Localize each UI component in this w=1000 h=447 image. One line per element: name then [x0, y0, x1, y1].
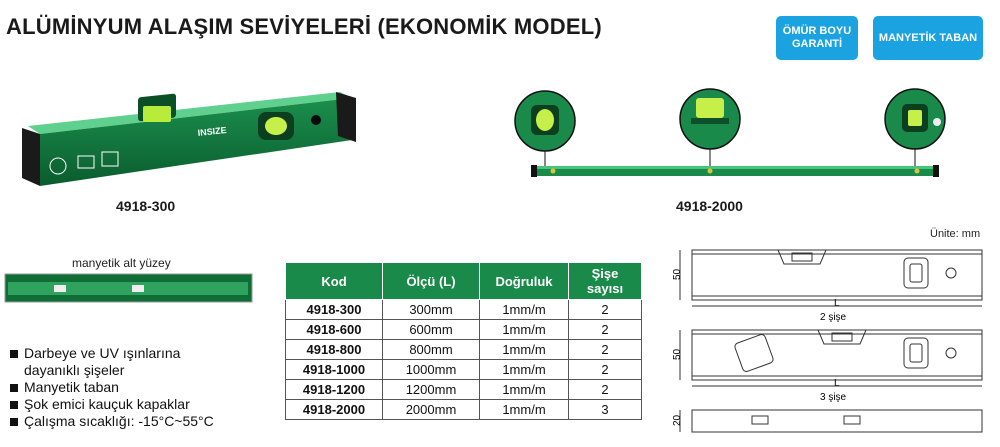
bullet-icon: [10, 401, 18, 409]
features-list: [10, 345, 214, 430]
dim-l-a: L: [834, 298, 840, 309]
cell-sise: 2: [569, 320, 642, 340]
cell-sise: 3: [569, 400, 642, 420]
bullet-icon: [10, 418, 18, 426]
cell-dogruluk: 1mm/m: [480, 360, 569, 380]
dim-50-b: 50: [672, 348, 683, 360]
warranty-badge-text: ÖMÜR BOYU GARANTİ: [782, 25, 852, 50]
zoom-right-vial: [885, 89, 945, 149]
zoom-center-vial: [680, 89, 740, 149]
magnetic-bottom-caption: manyetik alt yüzey: [72, 256, 171, 270]
cell-kod: 4918-2000: [286, 400, 383, 420]
cell-dogruluk: 1mm/m: [480, 320, 569, 340]
header-dogruluk: Doğruluk: [480, 263, 569, 300]
bullet-icon: [10, 350, 18, 358]
cell-dogruluk: 1mm/m: [480, 380, 569, 400]
table-row: [286, 400, 642, 420]
vial-count-2: 2 şişe: [820, 312, 847, 323]
list-item: Çalışma sıcaklığı: -15°C~55°C: [10, 413, 214, 430]
magnetic-base-badge: [873, 16, 983, 60]
cell-olcu: 2000mm: [383, 400, 480, 420]
magnetic-bottom-image: [2, 271, 256, 307]
list-item: Darbeye ve UV ışınlarına: [10, 345, 214, 362]
dim-50-a: 50: [672, 268, 683, 280]
cell-kod: 4918-800: [286, 340, 383, 360]
cell-dogruluk: 1mm/m: [480, 400, 569, 420]
magnetic-badge-text: MANYETİK TABAN: [878, 31, 978, 44]
header-olcu: Ölçü (L): [383, 263, 480, 300]
product-code-4918-2000: 4918-2000: [676, 198, 743, 214]
technical-drawings: [668, 240, 994, 447]
cell-sise: 2: [569, 300, 642, 320]
unit-note: Ünite: mm: [930, 228, 981, 240]
list-item: Manyetik taban: [10, 379, 214, 396]
cell-olcu: 800mm: [383, 340, 480, 360]
product-code-4918-300: 4918-300: [116, 198, 176, 214]
dim-l-b: L: [834, 378, 840, 389]
list-item: Şok emici kauçuk kapaklar: [10, 396, 214, 413]
brand-logo-text: INSIZE: [197, 125, 228, 138]
page-title: ALÜMİNYUM ALAŞIM SEVİYELERİ (EKONOMİK MODEL): [6, 14, 602, 39]
level-4918-300-image: [18, 84, 358, 194]
cell-sise: 2: [569, 340, 642, 360]
table-row: [286, 340, 642, 360]
list-item-continuation: dayanıklı şişeler: [24, 362, 125, 378]
cell-olcu: 300mm: [383, 300, 480, 320]
header-sise-sayisi: Şişe sayısı: [569, 263, 642, 300]
table-row: [286, 300, 642, 320]
cell-olcu: 600mm: [383, 320, 480, 340]
table-row: [286, 320, 642, 340]
cell-sise: 2: [569, 380, 642, 400]
vial-count-3: 3 şişe: [820, 392, 847, 403]
table-row: [286, 380, 642, 400]
bullet-icon: [10, 384, 18, 392]
cell-olcu: 1200mm: [383, 380, 480, 400]
cell-kod: 4918-1000: [286, 360, 383, 380]
cell-dogruluk: 1mm/m: [480, 340, 569, 360]
cell-olcu: 1000mm: [383, 360, 480, 380]
cell-dogruluk: 1mm/m: [480, 300, 569, 320]
cell-sise: 2: [569, 360, 642, 380]
warranty-badge: [776, 16, 858, 60]
zoom-left-vial: [515, 91, 575, 151]
table-row: [286, 360, 642, 380]
header-kod: Kod: [286, 263, 383, 300]
level-4918-2000-image: [505, 88, 960, 188]
dim-20: 20: [672, 414, 683, 426]
spec-table: [285, 262, 642, 420]
cell-kod: 4918-1200: [286, 380, 383, 400]
cell-kod: 4918-300: [286, 300, 383, 320]
cell-kod: 4918-600: [286, 320, 383, 340]
